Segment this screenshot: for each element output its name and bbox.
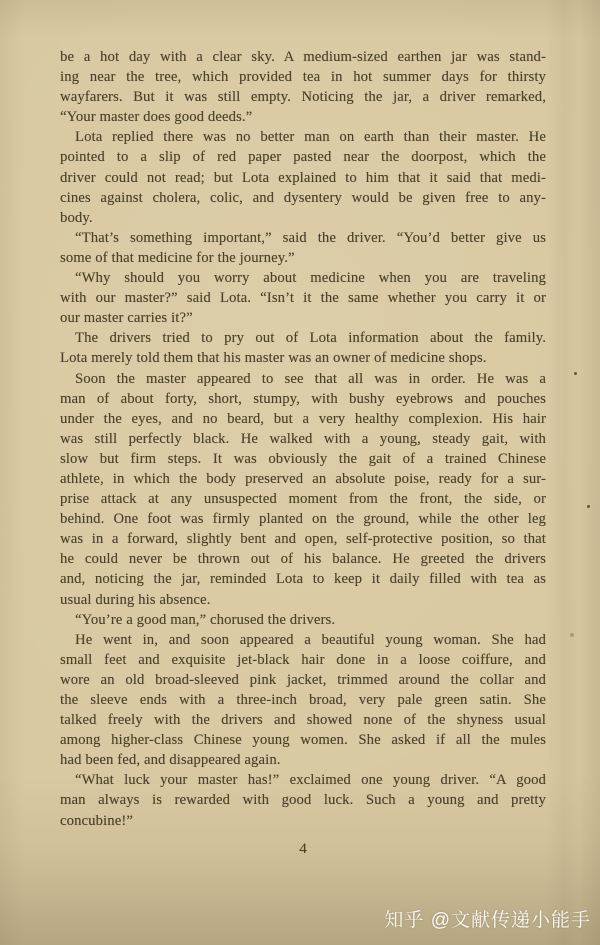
text-line: with our master?” said Lota. “Isn’t it the same whether you carry it or bbox=[60, 290, 546, 307]
text-line: body. bbox=[60, 209, 93, 226]
text-line: talked freely with the drivers and showed none of the shyness usual bbox=[60, 712, 546, 729]
text-line: The drivers tried to pry out of Lota information about the family. bbox=[75, 330, 546, 347]
text-line: the sleeve ends with a three-inch broad, very pale green satin. She bbox=[60, 692, 546, 708]
text-line: cines against cholera, colic, and dysentery would be given free to any- bbox=[60, 189, 546, 206]
page-number: 4 bbox=[299, 841, 307, 857]
dust-speck bbox=[574, 372, 577, 375]
text-block bbox=[60, 47, 546, 831]
text-line: slow but firm steps. It was obviously the gait of a trained Chinese bbox=[60, 450, 546, 467]
text-line: was still perfectly black. He walked with a young, steady gait, with bbox=[60, 430, 546, 447]
text-line: he could never be thrown out of his balance. He greeted the drivers bbox=[60, 551, 546, 568]
text-line: usual during his absence. bbox=[60, 591, 211, 608]
text-line: “What luck your master has!” exclaimed one young driver. “A good bbox=[75, 772, 546, 789]
zhihu-watermark: 知乎 @文献传递小能手 bbox=[384, 910, 591, 931]
text-line: our master carries it?” bbox=[60, 310, 193, 327]
text-line: under the eyes, and no beard, but a very healthy complexion. His hair bbox=[60, 410, 546, 427]
text-line: wore an old broad-sleeved pink jacket, trimmed around the collar and bbox=[60, 671, 546, 688]
text-line: concubine!” bbox=[60, 812, 133, 829]
dust-speck bbox=[587, 505, 590, 508]
text-line: athlete, in which the body preserved an absolute poise, ready for a sur- bbox=[60, 470, 546, 487]
text-line: ing near the tree, which provided tea in hot summer days for thirsty bbox=[60, 69, 546, 86]
text-line: be a hot day with a clear sky. A medium-sized earthen jar was stand- bbox=[60, 49, 546, 65]
text-line: Lota merely told them that his master was an owner of medicine shops. bbox=[60, 350, 487, 367]
text-line: and, noticing the jar, reminded Lota to keep it daily filled with tea as bbox=[60, 571, 546, 588]
text-line: among higher-class Chinese young women. She asked if all the mules bbox=[60, 732, 546, 749]
text-line: behind. One foot was firmly planted on the ground, while the other leg bbox=[60, 511, 546, 528]
text-line: He went in, and soon appeared a beautiful young woman. She had bbox=[75, 631, 546, 648]
text-line: “That’s something important,” said the driver. “You’d better give us bbox=[75, 229, 546, 246]
text-line: driver could not read; but Lota explained to him that it said that medi- bbox=[60, 169, 546, 186]
text-line: Soon the master appeared to see that all was in order. He was a bbox=[75, 370, 546, 387]
text-line: man always is rewarded with good luck. Such a young and pretty bbox=[60, 792, 546, 809]
text-line: “Why should you worry about medicine when you are traveling bbox=[75, 270, 546, 287]
text-line: “Your master does good deeds.” bbox=[60, 109, 253, 126]
text-line: prise attack at any unsuspected moment from the front, the side, or bbox=[60, 491, 546, 508]
text-line: was in a forward, slightly bent and open, self-protective position, so that bbox=[60, 531, 546, 548]
text-line: had been fed, and disappeared again. bbox=[60, 752, 281, 769]
text-line: Lota replied there was no better man on earth than their master. He bbox=[75, 129, 546, 146]
text-line: pointed to a slip of red paper pasted near the doorpost, which the bbox=[60, 149, 546, 166]
text-line: small feet and exquisite jet-black hair done in a loose coiffure, and bbox=[60, 651, 546, 668]
dust-speck bbox=[570, 633, 574, 637]
text-line: some of that medicine for the journey.” bbox=[60, 249, 295, 266]
text-line: wayfarers. But it was still empty. Noticing the jar, a driver remarked, bbox=[60, 89, 546, 106]
text-line: “You’re a good man,” chorused the drivers. bbox=[75, 611, 336, 628]
text-line: man of about forty, short, stumpy, with bushy eyebrows and pouches bbox=[60, 390, 546, 407]
